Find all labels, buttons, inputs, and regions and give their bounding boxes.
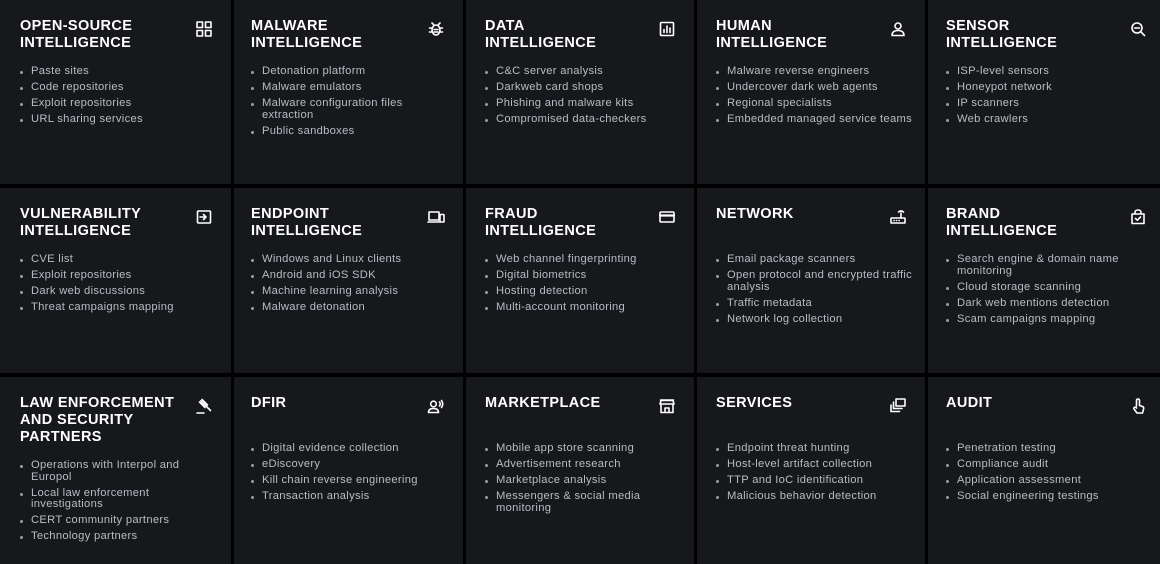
- list-item: Malware configuration files extraction: [251, 98, 451, 121]
- list-item: Web channel fingerprinting: [485, 254, 682, 266]
- card-title: LAW ENFORCEMENT AND SECURITY PARTNERS: [20, 395, 175, 445]
- item-list: [716, 443, 913, 503]
- list-item: Windows and Linux clients: [251, 254, 451, 266]
- card-title: NETWORK: [716, 206, 794, 222]
- card-title: MARKETPLACE: [485, 395, 601, 411]
- list-item: Malware reverse engineers: [716, 66, 913, 78]
- card-title: ENDPOINT INTELLIGENCE: [251, 206, 363, 239]
- list-item: Public sandboxes: [251, 126, 451, 138]
- list-item: ISP-level sensors: [946, 66, 1153, 78]
- list-item: Detonation platform: [251, 66, 451, 78]
- list-item: Advertisement research: [485, 459, 682, 471]
- list-item: Malware emulators: [251, 82, 451, 94]
- list-item: Digital biometrics: [485, 270, 682, 282]
- list-item: Network log collection: [716, 314, 913, 326]
- card-brand-intelligence: [928, 188, 1160, 373]
- card-fraud-intelligence: [466, 188, 694, 373]
- list-item: Email package scanners: [716, 254, 913, 266]
- search-scan-icon: [1129, 20, 1147, 38]
- item-list: [20, 254, 219, 314]
- item-list: [716, 66, 913, 126]
- list-item: Hosting detection: [485, 286, 682, 298]
- card-marketplace: [466, 377, 694, 564]
- card-dfir: [234, 377, 463, 564]
- list-item: Application assessment: [946, 475, 1153, 487]
- card-title: HUMAN INTELLIGENCE: [716, 18, 828, 51]
- list-item: Traffic metadata: [716, 298, 913, 310]
- item-list: [485, 66, 682, 126]
- shopping-bag-icon: [1129, 208, 1147, 226]
- list-item: Technology partners: [20, 531, 219, 543]
- list-item: C&C server analysis: [485, 66, 682, 78]
- list-item: Cloud storage scanning: [946, 282, 1153, 294]
- list-item: URL sharing services: [20, 114, 219, 126]
- list-item: Kill chain reverse engineering: [251, 475, 451, 487]
- list-item: Search engine & domain name monitoring: [946, 254, 1153, 277]
- list-item: Machine learning analysis: [251, 286, 451, 298]
- card-title: AUDIT: [946, 395, 993, 411]
- list-item: Social engineering testings: [946, 491, 1153, 503]
- login-icon: [195, 208, 213, 226]
- router-icon: [889, 208, 907, 226]
- card-title: OPEN-SOURCE INTELLIGENCE: [20, 18, 133, 51]
- card-human-intelligence: [697, 0, 925, 184]
- list-item: Dark web discussions: [20, 286, 219, 298]
- item-list: [485, 254, 682, 314]
- list-item: Scam campaigns mapping: [946, 314, 1153, 326]
- item-list: [716, 254, 913, 325]
- list-item: Open protocol and encrypted traffic analysis: [716, 270, 913, 293]
- list-item: Dark web mentions detection: [946, 298, 1153, 310]
- list-item: Multi-account monitoring: [485, 302, 682, 314]
- list-item: Local law enforcement investigations: [20, 488, 219, 511]
- item-list: [20, 460, 219, 543]
- card-title: MALWARE INTELLIGENCE: [251, 18, 363, 51]
- chart-icon: [658, 20, 676, 38]
- card-vulnerability-intelligence: [0, 188, 231, 373]
- list-item: Darkweb card shops: [485, 82, 682, 94]
- bug-icon: [427, 20, 445, 38]
- store-icon: [658, 397, 676, 415]
- item-list: [946, 66, 1153, 126]
- item-list: [946, 443, 1153, 503]
- list-item: Paste sites: [20, 66, 219, 78]
- item-list: [251, 443, 451, 503]
- list-item: Compliance audit: [946, 459, 1153, 471]
- grid-icon: [195, 20, 213, 38]
- list-item: Digital evidence collection: [251, 443, 451, 455]
- card-endpoint-intelligence: [234, 188, 463, 373]
- list-item: Web crawlers: [946, 114, 1153, 126]
- list-item: Android and iOS SDK: [251, 270, 451, 282]
- touch-icon: [1129, 397, 1147, 415]
- card-malware-intelligence: [234, 0, 463, 184]
- card-law-enforcement-partners: [0, 377, 231, 564]
- list-item: Exploit repositories: [20, 98, 219, 110]
- list-item: Phishing and malware kits: [485, 98, 682, 110]
- list-item: TTP and IoC identification: [716, 475, 913, 487]
- list-item: Exploit repositories: [20, 270, 219, 282]
- list-item: Threat campaigns mapping: [20, 302, 219, 314]
- list-item: Mobile app store scanning: [485, 443, 682, 455]
- list-item: Compromised data-checkers: [485, 114, 682, 126]
- list-item: Malicious behavior detection: [716, 491, 913, 503]
- card-title: VULNERABILITY INTELLIGENCE: [20, 206, 142, 239]
- list-item: CVE list: [20, 254, 219, 266]
- list-item: Honeypot network: [946, 82, 1153, 94]
- list-item: Regional specialists: [716, 98, 913, 110]
- list-item: Malware detonation: [251, 302, 451, 314]
- card-title: DFIR: [251, 395, 287, 411]
- list-item: Operations with Interpol and Europol: [20, 460, 219, 483]
- card-audit: [928, 377, 1160, 564]
- list-item: Code repositories: [20, 82, 219, 94]
- list-item: Host-level artifact collection: [716, 459, 913, 471]
- list-item: Messengers & social media monitoring: [485, 491, 682, 514]
- list-item: Undercover dark web agents: [716, 82, 913, 94]
- list-item: Endpoint threat hunting: [716, 443, 913, 455]
- card-title: SENSOR INTELLIGENCE: [946, 18, 1058, 51]
- list-item: Transaction analysis: [251, 491, 451, 503]
- layers-icon: [889, 397, 907, 415]
- person-icon: [889, 20, 907, 38]
- card-data-intelligence: [466, 0, 694, 184]
- list-item: IP scanners: [946, 98, 1153, 110]
- card-title: FRAUD INTELLIGENCE: [485, 206, 597, 239]
- card-network: [697, 188, 925, 373]
- voice-person-icon: [427, 397, 445, 415]
- list-item: Embedded managed service teams: [716, 114, 913, 126]
- card-title: SERVICES: [716, 395, 793, 411]
- card-services: [697, 377, 925, 564]
- card-title: BRAND INTELLIGENCE: [946, 206, 1058, 239]
- item-list: [485, 443, 682, 514]
- list-item: eDiscovery: [251, 459, 451, 471]
- list-item: Marketplace analysis: [485, 475, 682, 487]
- item-list: [20, 66, 219, 126]
- gavel-icon: [195, 397, 213, 415]
- card-open-source-intelligence: [0, 0, 231, 184]
- item-list: [251, 66, 451, 137]
- card-title: DATA INTELLIGENCE: [485, 18, 597, 51]
- devices-icon: [427, 208, 445, 226]
- list-item: CERT community partners: [20, 515, 219, 527]
- credit-card-icon: [658, 208, 676, 226]
- card-sensor-intelligence: [928, 0, 1160, 184]
- item-list: [946, 254, 1153, 325]
- item-list: [251, 254, 451, 314]
- list-item: Penetration testing: [946, 443, 1153, 455]
